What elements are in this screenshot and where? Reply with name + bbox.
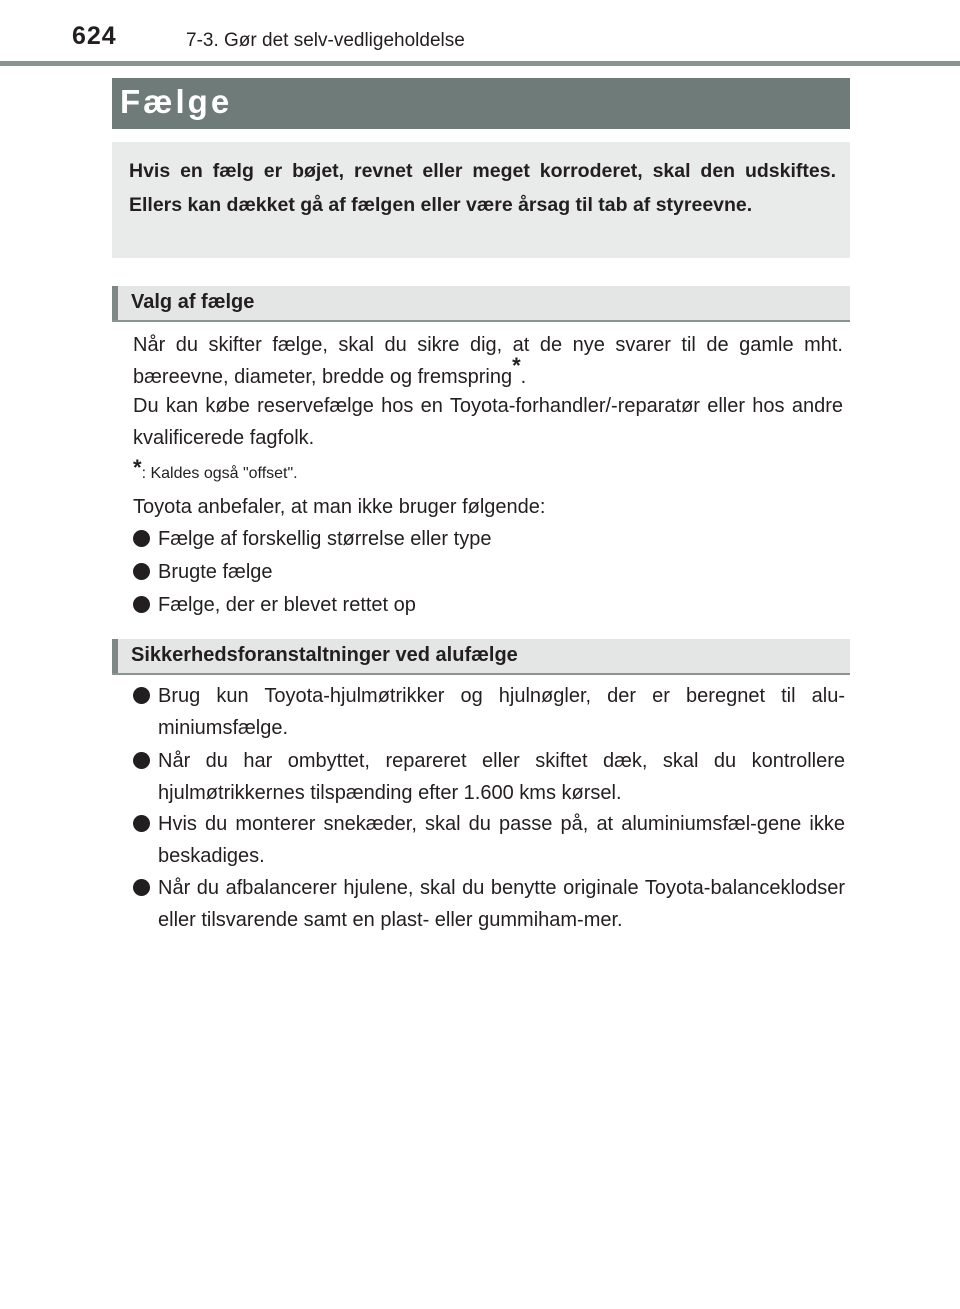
list-item-text: Når du har ombyttet, repareret eller skiftet dæk, skal du kontrollere hjulmøtrikkernes tilspænding efter 1.600 kms kørsel. bbox=[158, 750, 845, 804]
list-item bbox=[133, 680, 845, 744]
page-title: Fælge bbox=[120, 83, 233, 120]
chapter-title: 7-3. Gør det selv-vedligeholdelse bbox=[186, 30, 465, 51]
header-rule bbox=[0, 61, 960, 66]
bullet-icon bbox=[133, 563, 150, 580]
list-item-text: Når du afbalancerer hjulene, skal du benytte originale Toyota-balanceklodser eller tilsvarende samt en plast- eller gummiham-mer. bbox=[158, 877, 845, 931]
list-item bbox=[133, 523, 845, 555]
list-item bbox=[133, 556, 845, 588]
bullet-icon bbox=[133, 879, 150, 896]
intro-box bbox=[112, 142, 850, 258]
list-item-text: Brugte fælge bbox=[158, 561, 273, 583]
footnote bbox=[133, 455, 843, 484]
paragraph-replacement-end: . bbox=[520, 366, 527, 388]
footnote-star: * bbox=[133, 455, 142, 480]
paragraph-replacement bbox=[133, 329, 843, 393]
list-item-text: Fælge, der er blevet rettet op bbox=[158, 594, 416, 616]
footnote-marker: * bbox=[512, 353, 521, 379]
section-heading-wheel-choice bbox=[112, 286, 850, 322]
list-item bbox=[133, 745, 845, 809]
list-item-text: Hvis du monterer snekæder, skal du passe på, at aluminiumsfæl-gene ikke beskadiges. bbox=[158, 813, 845, 867]
intro-text: Hvis en fælg er bøjet, revnet eller meget korroderet, skal den udskiftes. Ellers kan dækket gå af fælgen eller være årsag til tab af styreevne. bbox=[129, 160, 836, 216]
bullet-icon bbox=[133, 752, 150, 769]
bullet-icon bbox=[133, 815, 150, 832]
list-item-text: Brug kun Toyota-hjulmøtrikker og hjulnøgler, der er beregnet til alu-miniumsfælge. bbox=[158, 685, 845, 739]
section-heading-label: Valg af fælge bbox=[131, 291, 255, 313]
list-item bbox=[133, 872, 845, 936]
title-band bbox=[112, 78, 850, 129]
bullet-icon bbox=[133, 530, 150, 547]
bullet-icon bbox=[133, 687, 150, 704]
list-item bbox=[133, 808, 845, 872]
list-item-text: Fælge af forskellig størrelse eller type bbox=[158, 528, 492, 550]
section-heading-label: Sikkerhedsforanstaltninger ved alufælge bbox=[131, 644, 518, 666]
footnote-text: : Kaldes også "offset". bbox=[141, 465, 298, 482]
page-number: 624 bbox=[72, 22, 117, 50]
bullet-icon bbox=[133, 596, 150, 613]
paragraph-dealer: Du kan købe reservefælge hos en Toyota-forhandler/-reparatør eller hos andre kvalificerede fagfolk. bbox=[133, 395, 843, 449]
list-item bbox=[133, 589, 845, 621]
paragraph-recommend: Toyota anbefaler, at man ikke bruger følgende: bbox=[133, 496, 546, 518]
paragraph-replacement-text: Når du skifter fælge, skal du sikre dig, at de nye svarer til de gamle mht. bæreevne, diameter, bredde og fremspring bbox=[133, 334, 843, 388]
section-heading-alloy-precautions bbox=[112, 639, 850, 675]
